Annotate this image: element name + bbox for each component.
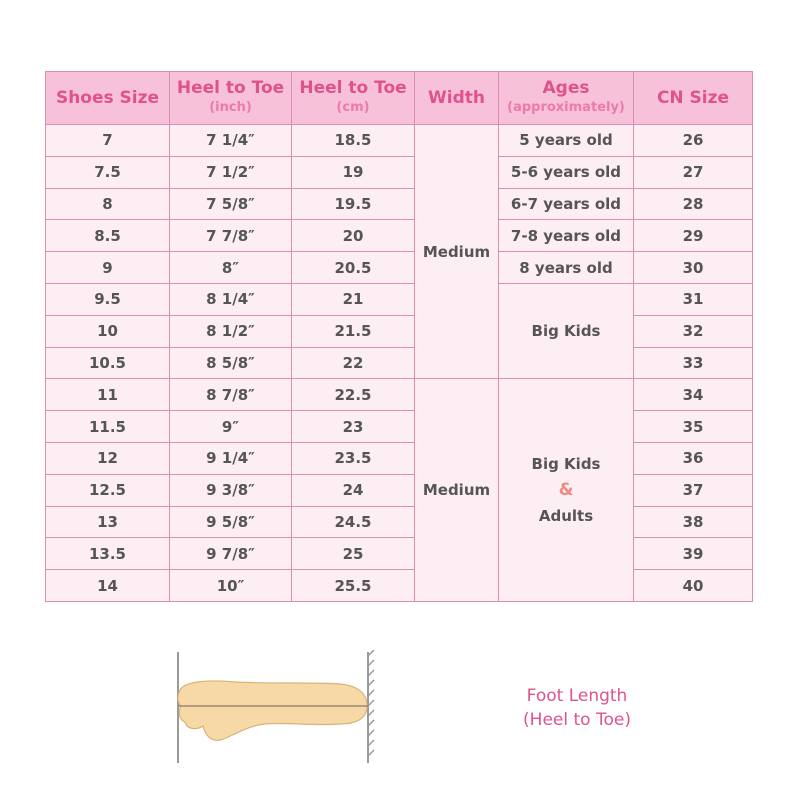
cell-shoe-size: 7.5 [46,156,170,188]
cell-heel-toe-cm: 21.5 [292,315,415,347]
cell-heel-toe-inch: 9 5/8″ [170,506,292,538]
table-row [46,347,753,379]
size-chart-table [45,71,753,602]
foot-length-diagram [175,650,385,765]
cell-cn-size: 30 [634,252,753,284]
ages-line1: Big Kids [531,455,601,474]
cell-cn-size: 34 [634,379,753,411]
header-cn-size: CN Size [634,72,753,125]
cell-heel-toe-inch: 10″ [170,570,292,602]
cell-heel-toe-inch: 7 1/2″ [170,156,292,188]
ages-line2: Adults [538,507,594,526]
table-row [46,442,753,474]
table-row [46,252,753,284]
cell-cn-size: 40 [634,570,753,602]
cell-cn-size: 38 [634,506,753,538]
caption-line1: Foot Length [526,686,628,706]
cell-heel-toe-cm: 20.5 [292,252,415,284]
cell-heel-toe-inch: 7 1/4″ [170,125,292,157]
header-heel-toe-inch: Heel to Toe (inch) [170,72,292,125]
cell-cn-size: 27 [634,156,753,188]
cell-ages: 6-7 years old [499,188,634,220]
header-ages: Ages (approximately) [499,72,634,125]
cell-heel-toe-cm: 23 [292,411,415,443]
table-row [46,411,753,443]
table-row [46,570,753,602]
cell-ages: Big Kids [499,283,634,378]
cell-cn-size: 37 [634,474,753,506]
cell-heel-toe-cm: 19.5 [292,188,415,220]
header-heel-toe-cm: Heel to Toe (cm) [292,72,415,125]
foot-icon [178,681,367,740]
cell-cn-size: 29 [634,220,753,252]
cell-heel-toe-cm: 20 [292,220,415,252]
table-row [46,506,753,538]
ages-amp: & [558,480,574,501]
cell-shoe-size: 14 [46,570,170,602]
table-row [46,315,753,347]
cell-ages: 7-8 years old [499,220,634,252]
table-row [46,538,753,570]
table-row [46,379,753,411]
cell-shoe-size: 13.5 [46,538,170,570]
cell-cn-size: 31 [634,283,753,315]
cell-shoe-size: 10.5 [46,347,170,379]
cell-heel-toe-cm: 21 [292,283,415,315]
cell-cn-size: 28 [634,188,753,220]
cell-shoe-size: 7 [46,125,170,157]
table-row [46,156,753,188]
cell-shoe-size: 12.5 [46,474,170,506]
cell-heel-toe-cm: 24.5 [292,506,415,538]
cell-cn-size: 33 [634,347,753,379]
cell-heel-toe-cm: 19 [292,156,415,188]
cell-heel-toe-inch: 9 1/4″ [170,442,292,474]
foot-length-caption [497,684,657,732]
cell-cn-size: 39 [634,538,753,570]
cell-heel-toe-cm: 25 [292,538,415,570]
cell-shoe-size: 10 [46,315,170,347]
header-width: Width [415,72,499,125]
cell-shoe-size: 13 [46,506,170,538]
cell-heel-toe-inch: 8 1/4″ [170,283,292,315]
cell-width: Medium [415,125,499,379]
cell-heel-toe-inch: 7 5/8″ [170,188,292,220]
table-row [46,474,753,506]
cell-heel-toe-inch: 7 7/8″ [170,220,292,252]
cell-shoe-size: 8.5 [46,220,170,252]
cell-width: Medium [415,379,499,602]
cell-heel-toe-inch: 8 5/8″ [170,347,292,379]
cell-heel-toe-inch: 8″ [170,252,292,284]
table-row [46,220,753,252]
cell-heel-toe-inch: 8 1/2″ [170,315,292,347]
cell-heel-toe-cm: 24 [292,474,415,506]
cell-cn-size: 35 [634,411,753,443]
cell-cn-size: 26 [634,125,753,157]
cell-heel-toe-inch: 9 7/8″ [170,538,292,570]
cell-heel-toe-inch: 9 3/8″ [170,474,292,506]
cell-shoe-size: 11.5 [46,411,170,443]
cell-shoe-size: 8 [46,188,170,220]
cell-ages: 5 years old [499,125,634,157]
cell-heel-toe-inch: 8 7/8″ [170,379,292,411]
table-row [46,283,753,315]
table-row [46,125,753,157]
cell-shoe-size: 9.5 [46,283,170,315]
header-shoe-size: Shoes Size [46,72,170,125]
caption-line2: (Heel to Toe) [523,710,631,730]
cell-heel-toe-inch: 9″ [170,411,292,443]
header-row [46,72,753,125]
cell-shoe-size: 11 [46,379,170,411]
cell-cn-size: 36 [634,442,753,474]
cell-shoe-size: 9 [46,252,170,284]
cell-heel-toe-cm: 23.5 [292,442,415,474]
cell-cn-size: 32 [634,315,753,347]
cell-ages [499,379,634,602]
cell-heel-toe-cm: 25.5 [292,570,415,602]
cell-heel-toe-cm: 18.5 [292,125,415,157]
cell-heel-toe-cm: 22.5 [292,379,415,411]
table-row [46,188,753,220]
cell-shoe-size: 12 [46,442,170,474]
cell-ages: 8 years old [499,252,634,284]
cell-ages: 5-6 years old [499,156,634,188]
cell-heel-toe-cm: 22 [292,347,415,379]
